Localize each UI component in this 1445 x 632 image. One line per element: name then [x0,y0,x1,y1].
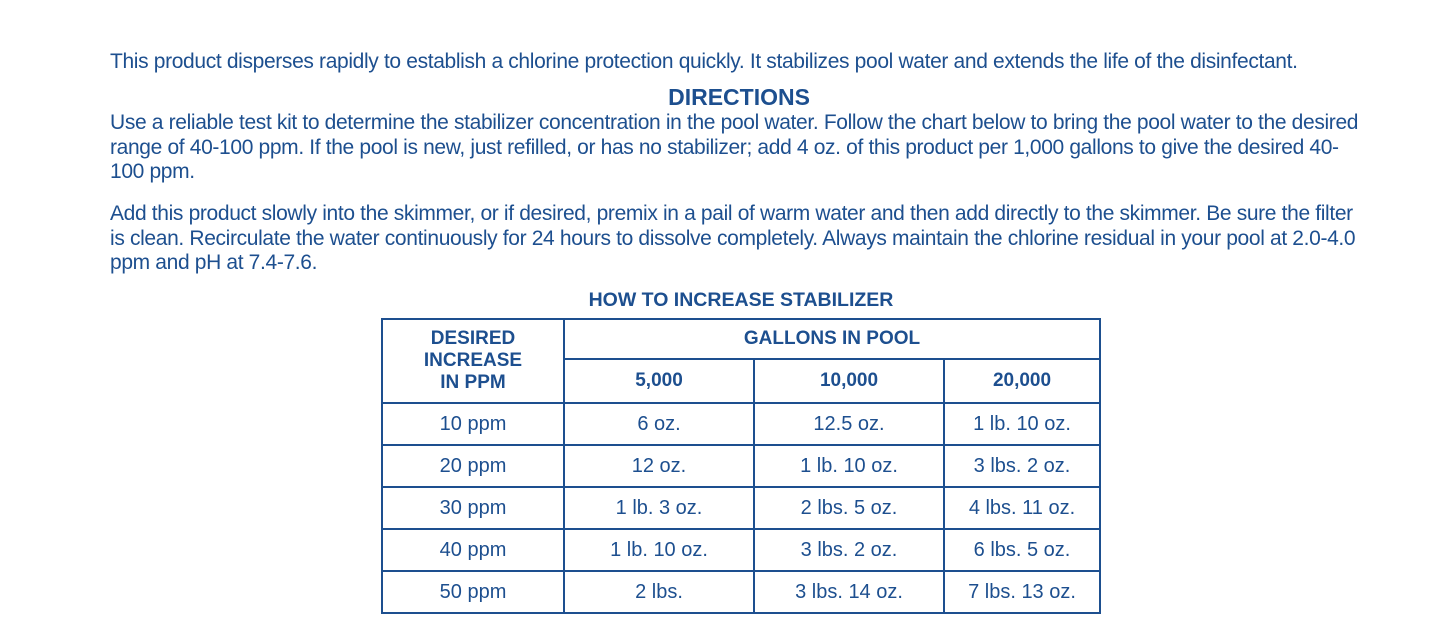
amount-cell: 3 lbs. 2 oz. [944,445,1100,487]
desired-header-line: IN PPM [440,372,506,393]
intro-text: This product disperses rapidly to establish a chlorine protection quickly. It stabilizes pool water and extends the life of the disinfectant. [110,50,1298,73]
amount-cell: 1 lb. 10 oz. [564,529,754,571]
pool-size-header: 20,000 [944,359,1100,403]
table-row [382,529,1100,571]
table-title: HOW TO INCREASE STABILIZER [588,289,894,311]
table-row [382,571,1100,613]
ppm-cell: 30 ppm [382,487,564,529]
desired-header-line: DESIRED [430,328,516,349]
stabilizer-table [381,318,1101,614]
table-row [382,487,1100,529]
amount-cell: 1 lb. 10 oz. [944,403,1100,445]
amount-cell: 12 oz. [564,445,754,487]
ppm-cell: 10 ppm [382,403,564,445]
directions-paragraph-2: Add this product slowly into the skimmer, or if desired, premix in a pail of warm water and then add directly to the skimmer. Be sure the filter is clean. Recirculate the water continuously for 24 hours to dissolve completely. Always maintain the chlorine residual in your pool at 2.0-4.0 ppm and pH at 7.4-7.6. [110,202,1356,274]
pool-size-header: 10,000 [754,359,944,403]
amount-cell: 7 lbs. 13 oz. [944,571,1100,613]
amount-cell: 4 lbs. 11 oz. [944,487,1100,529]
gallons-in-pool-header: GALLONS IN POOL [564,319,1100,359]
pool-size-header: 5,000 [564,359,754,403]
amount-cell: 2 lbs. [564,571,754,613]
desired-header-line: INCREASE [423,350,523,371]
directions-heading: DIRECTIONS [668,84,810,110]
table-row [382,403,1100,445]
amount-cell: 1 lb. 10 oz. [754,445,944,487]
amount-cell: 2 lbs. 5 oz. [754,487,944,529]
amount-cell: 6 oz. [564,403,754,445]
ppm-cell: 50 ppm [382,571,564,613]
directions-paragraph-1: Use a reliable test kit to determine the stabilizer concentration in the pool water. Follow the chart below to bring the pool water to the desired range of 40-100 ppm. If the pool is new, just refilled, or has no stabilizer; add 4 oz. of this product per 1,000 gallons to give the desired 40-100 ppm. [110,111,1359,183]
ppm-cell: 40 ppm [382,529,564,571]
table-row [382,445,1100,487]
amount-cell: 6 lbs. 5 oz. [944,529,1100,571]
table-header-row [382,319,1100,359]
desired-increase-header [382,319,564,403]
ppm-cell: 20 ppm [382,445,564,487]
amount-cell: 12.5 oz. [754,403,944,445]
amount-cell: 3 lbs. 14 oz. [754,571,944,613]
amount-cell: 1 lb. 3 oz. [564,487,754,529]
amount-cell: 3 lbs. 2 oz. [754,529,944,571]
